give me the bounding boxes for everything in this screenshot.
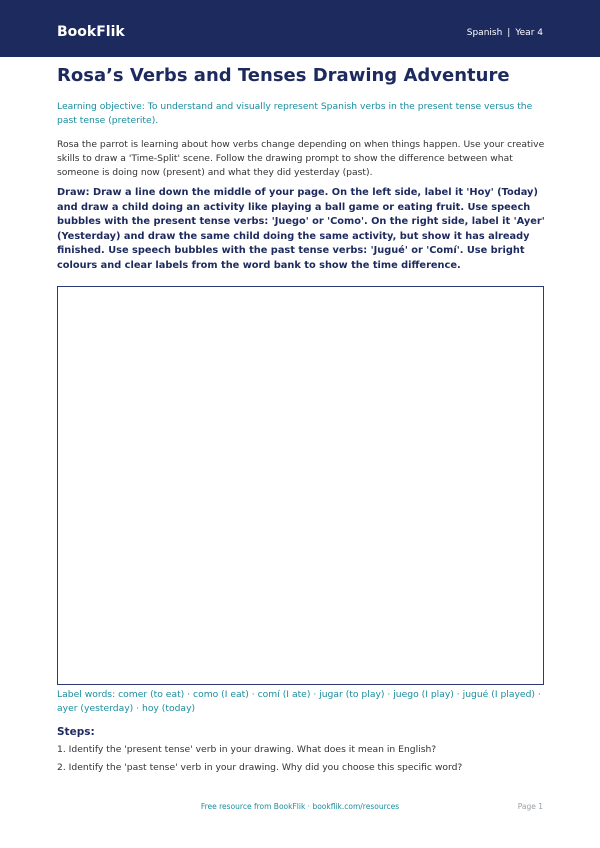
brand-logo: BookFlik [57, 24, 125, 40]
year-label: Year 4 [515, 28, 543, 38]
subject-year-meta [467, 27, 543, 39]
step-item-1: 1. Identify the 'present tense' verb in your drawing. What does it mean in English? [57, 744, 437, 755]
intro-paragraph: Rosa the parrot is learning about how verbs change depending on when things happen. Use your creative skills to draw a 'Time-Split' scene. Follow the drawing prompt to show the difference between what someone is doing now (present) and what they did yesterday (past). [57, 139, 545, 178]
page-title: Rosa’s Verbs and Tenses Drawing Adventure [57, 65, 510, 86]
learning-objective: Learning objective: To understand and visually represent Spanish verbs in the present tense versus the past tense (preterite). [57, 101, 533, 126]
footer-text: Free resource from BookFlik · bookflik.com/resources [200, 802, 400, 811]
meta-separator: | [507, 28, 511, 38]
label-words: Label words: comer (to eat) · como (I eat) · comí (I ate) · jugar (to play) · juego (I play) · jugué (I played) · ayer (yesterday) · hoy (today) [57, 689, 541, 714]
page-number: Page 1 [517, 802, 543, 811]
steps-heading: Steps: [57, 726, 95, 738]
drawing-area[interactable] [57, 286, 544, 685]
subject-label: Spanish [466, 28, 503, 38]
drawing-prompt: Draw: Draw a line down the middle of your page. On the left side, label it 'Hoy' (Today) and draw a child doing an activity like playing a ball game or eating fruit. Use speech bubbles with the present tense verbs: 'Juego' or 'Como'. On the right side, label it 'Ayer' (Yesterday) and draw the same child doing the same activity, but show it has already finished. Use speech bubbles with the past tense verbs: 'Jugué' or 'Comí'. Use bright colours and clear labels from the word bank to show the time difference. [57, 187, 545, 271]
step-item-2: 2. Identify the 'past tense' verb in your drawing. Why did you choose this specific word? [57, 762, 463, 773]
page-header [0, 0, 600, 57]
